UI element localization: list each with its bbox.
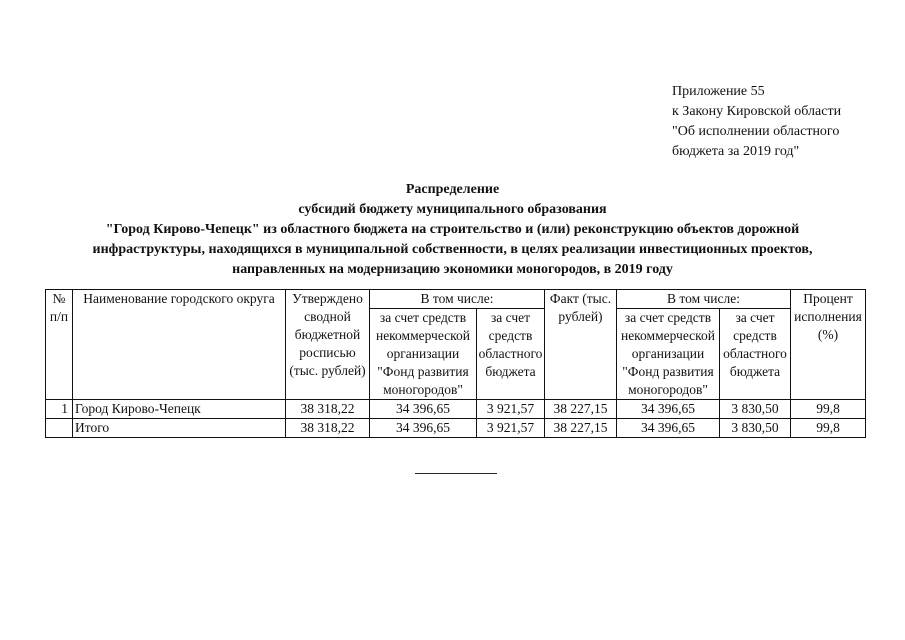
cell-num: 1 [46, 400, 73, 419]
cell-fund-1: 34 396,65 [370, 400, 477, 419]
cell-approved: 38 318,22 [286, 400, 370, 419]
header-including-1: В том числе: [370, 290, 545, 309]
header-fund-1: за счет средств некоммерческой организации "Фонд развития моногородов" [370, 309, 477, 400]
header-approved: Утверждено сводной бюджетной росписью (тыс. рублей) [286, 290, 370, 400]
cell-num [46, 419, 73, 438]
appendix-line: Приложение 55 [672, 84, 765, 99]
cell-regional-2: 3 830,50 [720, 419, 791, 438]
document-title [20, 180, 885, 280]
cell-approved: 38 318,22 [286, 419, 370, 438]
header-fund-2: за счет средств некоммерческой организации "Фонд развития моногородов" [617, 309, 720, 400]
title-line: "Город Кирово-Чепецк" из областного бюджета на строительство и (или) реконструкцию объектов дорожной [105, 222, 800, 237]
header-name: Наименование городского округа [73, 290, 286, 400]
header-fact: Факт (тыс. рублей) [545, 290, 617, 400]
cell-percent: 99,8 [791, 400, 866, 419]
cell-fact: 38 227,15 [545, 400, 617, 419]
appendix-line: к Закону Кировской области [672, 104, 842, 119]
title-line: инфраструктуры, находящихся в муниципальной собственности, в целях реализации инвестиционных проектов, [92, 242, 813, 257]
separator-line [415, 473, 497, 474]
cell-name: Город Кирово-Чепецк [73, 400, 286, 419]
table-row-total [46, 419, 866, 438]
header-percent: Процент исполнения (%) [791, 290, 866, 400]
cell-percent: 99,8 [791, 419, 866, 438]
cell-fund-2: 34 396,65 [617, 419, 720, 438]
cell-regional-1: 3 921,57 [477, 400, 545, 419]
title-line: Распределение [405, 182, 500, 197]
table-row [46, 400, 866, 419]
cell-name: Итого [73, 419, 286, 438]
title-line: направленных на модернизацию экономики моногородов, в 2019 году [232, 262, 673, 277]
header-regional-2: за счет средств областного бюджета [720, 309, 791, 400]
cell-fund-2: 34 396,65 [617, 400, 720, 419]
header-regional-1: за счет средств областного бюджета [477, 309, 545, 400]
cell-fund-1: 34 396,65 [370, 419, 477, 438]
header-including-2: В том числе: [617, 290, 791, 309]
subsidy-table [45, 289, 866, 438]
appendix-line: бюджета за 2019 год" [672, 144, 800, 159]
cell-regional-2: 3 830,50 [720, 400, 791, 419]
appendix-note [672, 82, 897, 162]
appendix-line: "Об исполнении областного [672, 124, 840, 139]
header-num: № п/п [46, 290, 73, 400]
cell-regional-1: 3 921,57 [477, 419, 545, 438]
title-line: субсидий бюджету муниципального образования [298, 202, 607, 217]
cell-fact: 38 227,15 [545, 419, 617, 438]
